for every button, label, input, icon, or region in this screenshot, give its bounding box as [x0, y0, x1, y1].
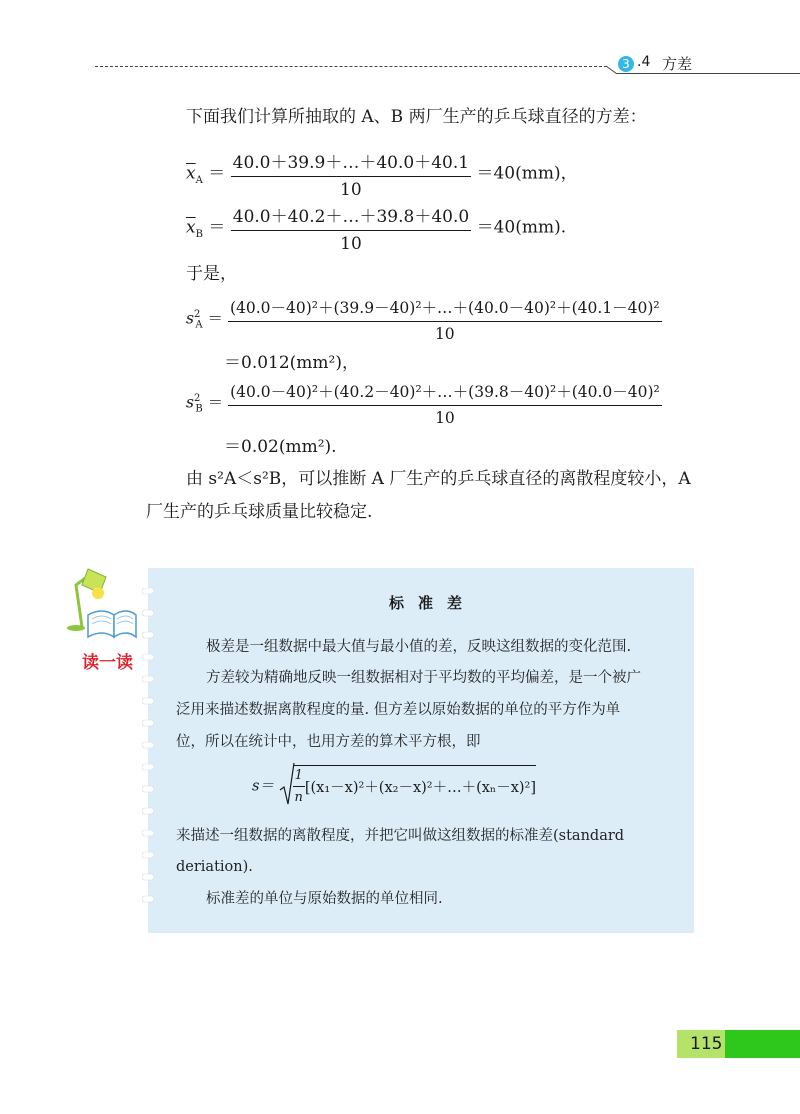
reading-badge-label: 读一读: [82, 653, 133, 673]
std-formula: [252, 762, 536, 808]
intro-text: 下面我们计算所抽取的 A、B 两厂生产的乒乓球直径的方差：: [186, 107, 647, 127]
mean-a-result: ＝40(mm)，: [476, 163, 578, 184]
std-formula-lhs: s＝: [252, 778, 274, 795]
var-b-fraction: [228, 380, 662, 427]
mean-a-equation: [186, 148, 578, 200]
var-a-numerator: (40.0－40)²＋(39.9－40)²＋…＋(40.0－40)²＋(40.1－40)²: [228, 296, 662, 322]
reading-paragraph-2-line-2: 泛用来描述数据离散程度的量. 但方差以原始数据的单位的平方作为单: [176, 702, 621, 718]
var-b-result: ＝0.02(mm²).: [224, 437, 337, 457]
mean-a-subscript: A: [195, 174, 203, 186]
mean-b-equation: [186, 202, 566, 254]
var-a-result: ＝0.012(mm²)，: [224, 353, 359, 373]
mean-b-subscript: B: [195, 228, 203, 240]
reading-paragraph-3-line-1: 来描述一组数据的离散程度，并把它叫做这组数据的标准差(standard: [176, 828, 625, 844]
var-a-equation: $s^2_A$ ＝ $\frac{\text{(40.0－40)²＋(39.9－40)²＋…＋(40.0－40)²＋(40.1－40)²}}{10}$: [186, 296, 662, 343]
mean-b-symbol: $\overline{x}$: [186, 217, 196, 238]
mean-a-symbol: $\overline{x}$: [186, 163, 196, 184]
std-formula-numerator: 1: [293, 768, 305, 787]
var-b-denominator: 10: [435, 409, 455, 427]
mean-b-denominator: 10: [340, 234, 362, 254]
mean-b-result: ＝40(mm).: [476, 217, 567, 238]
var-a-denominator: 10: [434, 325, 455, 343]
equals-sign: ＝: [208, 217, 226, 238]
conclusion-line-1: 由 s²A＜s²B，可以推断 A 厂生产的乒乓球直径的离散程度较小，A: [186, 469, 691, 489]
var-a-fraction: [228, 296, 662, 343]
var-b-symbol: s: [186, 393, 194, 412]
page-number: 115: [690, 1034, 723, 1054]
std-formula-fraction: [293, 768, 305, 805]
reading-title: 标准差: [389, 594, 477, 612]
equals-sign: ＝: [207, 309, 224, 328]
std-formula-denominator: n: [294, 790, 303, 805]
page-number-bar: [725, 1030, 800, 1058]
header-dashed-rule: [95, 66, 607, 67]
mean-a-denominator: 10: [340, 180, 362, 200]
sqrt-content: [293, 765, 536, 805]
var-b-numerator: (40.0－40)²＋(40.2－40)²＋…＋(39.8－40)²＋(40.0－40)²: [228, 380, 662, 406]
mean-a-fraction: [231, 148, 471, 200]
yushi-text: 于是，: [186, 264, 237, 284]
equals-sign: ＝: [208, 163, 226, 184]
section-number-badge: 3: [618, 56, 634, 72]
mean-b-fraction: [231, 202, 471, 254]
section-subnumber: .4: [637, 54, 651, 70]
reading-paragraph-2-line-1: 方差较为精确地反映一组数据相对于平均数的平均偏差，是一个被广: [206, 670, 641, 686]
reading-paragraph-2-line-3: 位，所以在统计中，也用方差的算术平方根，即: [176, 734, 481, 750]
lamp-book-icon: [62, 565, 140, 647]
conclusion-line-2: 厂生产的乒乓球质量比较稳定.: [146, 502, 373, 522]
equals-sign: ＝: [207, 393, 224, 412]
section-title: 方差: [662, 55, 693, 73]
var-a-symbol: s: [186, 309, 194, 328]
mean-b-numerator: 40.0＋40.2＋…＋39.8＋40.0: [231, 202, 471, 231]
var-b-subscript: B: [195, 403, 203, 415]
reading-paragraph-3-line-2: deriation).: [176, 859, 253, 875]
reading-paragraph-1: 极差是一组数据中最大值与最小值的差，反映这组数据的变化范围.: [206, 639, 632, 655]
std-formula-body: [(x₁－x)²＋(x₂－x)²＋…＋(xₙ－x)²]: [304, 780, 537, 796]
notebook-rings: [142, 588, 154, 918]
reading-paragraph-4: 标准差的单位与原始数据的单位相同.: [206, 891, 443, 907]
var-a-subscript: A: [195, 319, 203, 331]
var-b-equation: $s^2_B$ ＝ $\frac{\text{(40.0－40)²＋(40.2－40)²＋…＋(39.8－40)²＋(40.0－40)²}}{10}$: [186, 380, 662, 427]
mean-a-numerator: 40.0＋39.9＋…＋40.0＋40.1: [231, 148, 471, 177]
header-solid-rule: [617, 73, 800, 74]
